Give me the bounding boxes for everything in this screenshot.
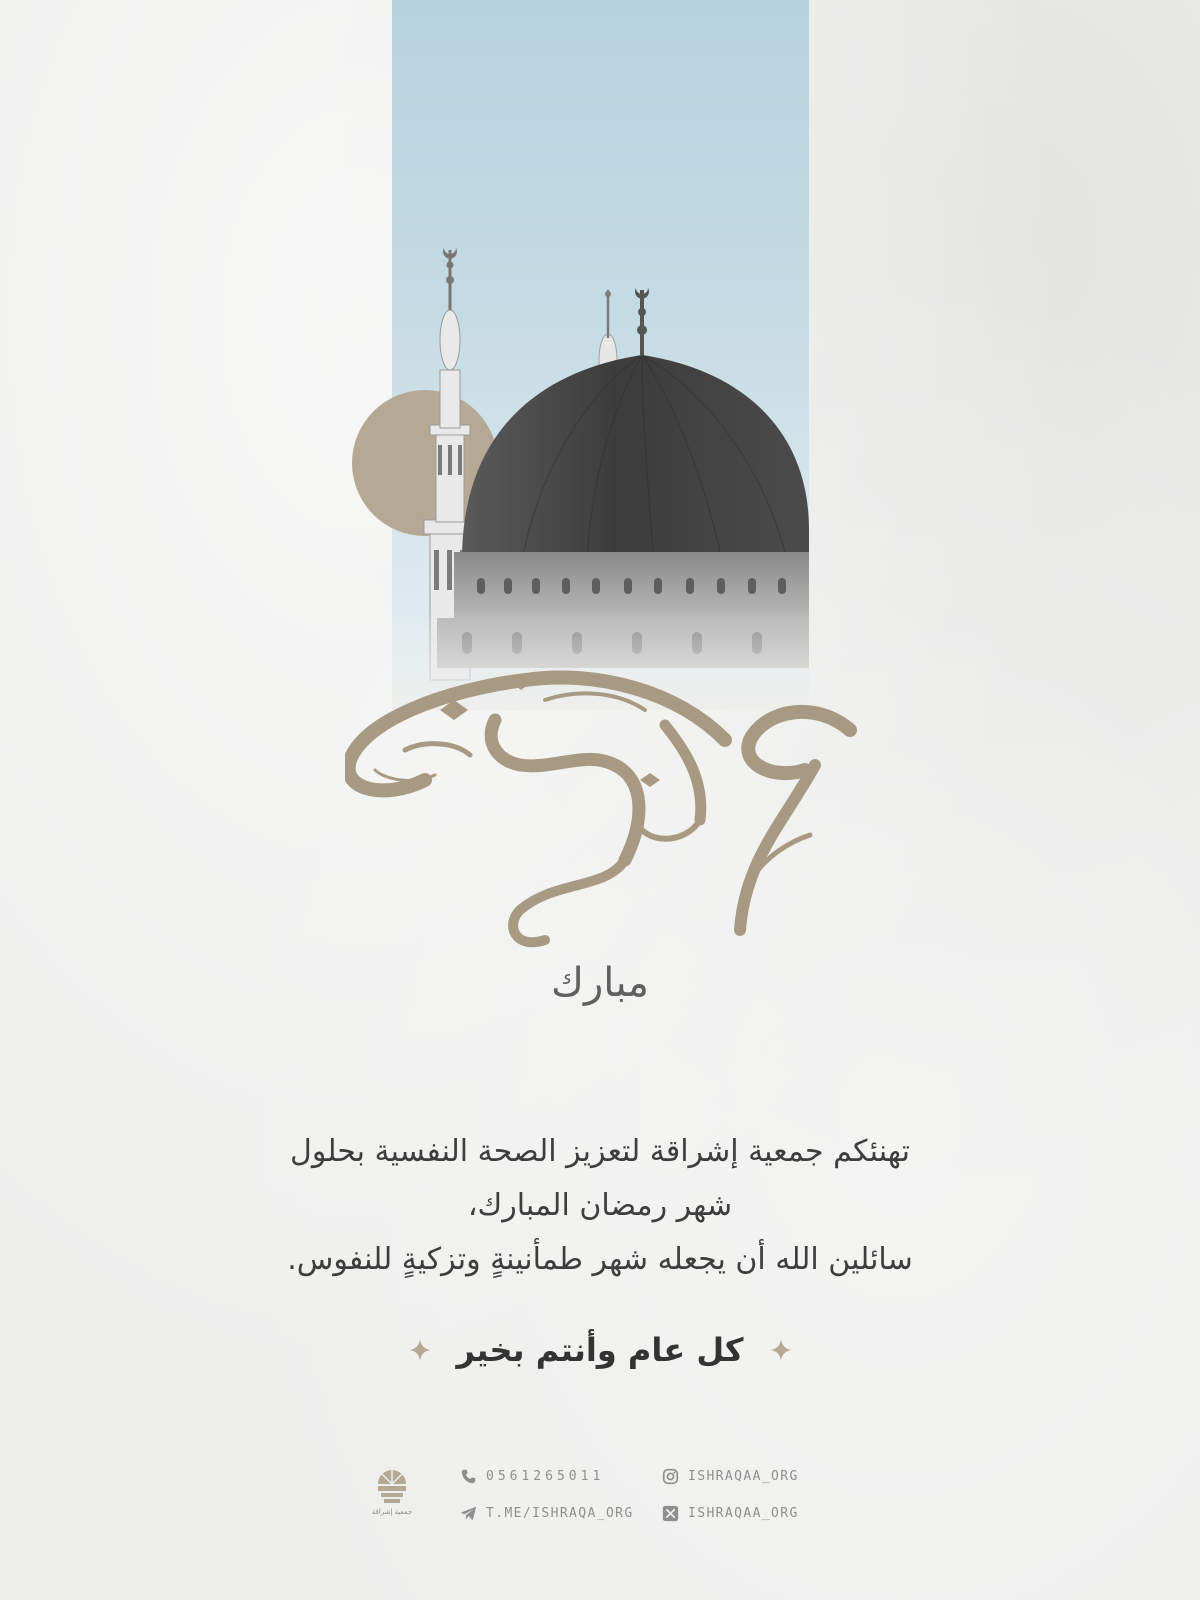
sparkle-icon	[409, 1339, 431, 1361]
organization-logo	[370, 1462, 414, 1532]
telegram-icon	[460, 1505, 477, 1522]
telegram-contact[interactable]	[460, 1505, 634, 1522]
ramadan-calligraphy	[345, 630, 865, 960]
telegram-link: T.ME/ISHRAQA_ORG	[486, 1506, 634, 1521]
x-handle: ISHRAQAA_ORG	[688, 1506, 799, 1521]
logo-icon	[372, 1462, 412, 1506]
message-line-1: تهنئكم جمعية إشراقة لتعزيز الصحة النفسية بحلول	[290, 1134, 910, 1169]
greeting-message	[0, 1125, 1200, 1287]
greeting-text: كل عام وأنتم بخير	[456, 1331, 744, 1369]
message-line-2: شهر رمضان المبارك،	[467, 1188, 733, 1223]
sparkle-icon	[770, 1339, 792, 1361]
phone-icon	[460, 1468, 477, 1485]
x-icon	[662, 1505, 679, 1522]
phone-contact[interactable]	[460, 1468, 604, 1485]
instagram-contact[interactable]	[662, 1468, 799, 1485]
footer	[370, 1462, 830, 1534]
phone-number: 0561265011	[486, 1469, 605, 1484]
logo-caption: جمعية إشراقة	[371, 1508, 413, 1516]
x-contact[interactable]	[662, 1505, 799, 1522]
instagram-icon	[662, 1468, 679, 1485]
instagram-handle: ISHRAQAA_ORG	[688, 1469, 799, 1484]
greeting-row	[0, 1325, 1200, 1375]
message-line-3: سائلين الله أن يجعله شهر طمأنينةٍ وتزكيةٍ للنفوس.	[287, 1242, 913, 1277]
mubarak-title: مبارك	[551, 960, 649, 1006]
